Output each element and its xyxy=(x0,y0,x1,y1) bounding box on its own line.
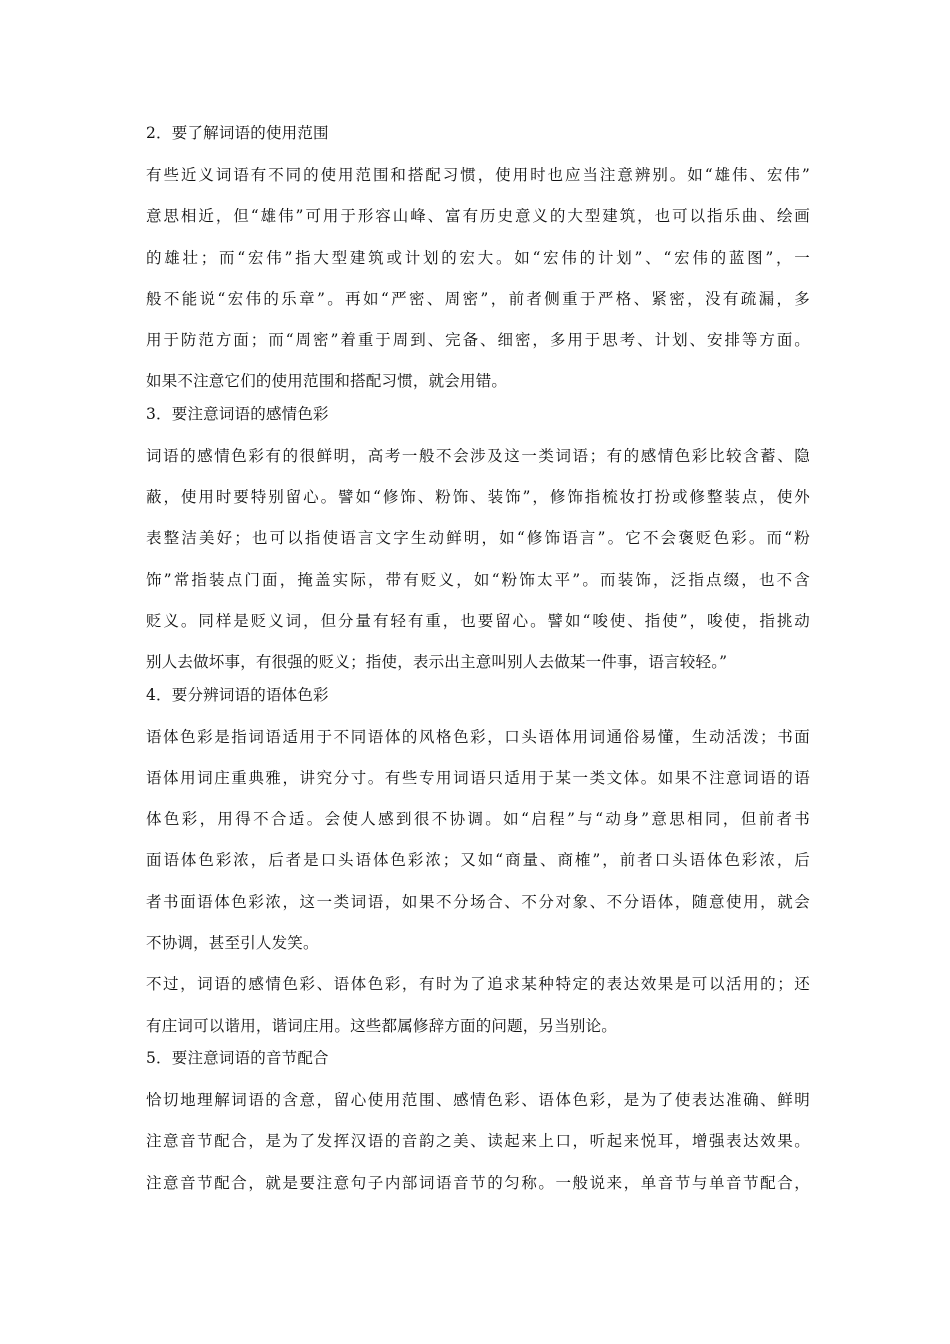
paragraph-line: 注意音节配合，是为了发挥汉语的音韵之美、读起来上口，听起来悦耳，增强表达效果。 xyxy=(146,1132,810,1151)
paragraph-line: 体色彩，用得不合适。会使人感到很不协调。如“启程”与“动身”意思相同，但前者书 xyxy=(146,810,810,829)
paragraph-line: 面语体色彩浓，后者是口头语体色彩浓；又如“商量、商榷”，前者口头语体色彩浓，后 xyxy=(146,851,810,870)
paragraph-line: 词语的感情色彩有的很鲜明，高考一般不会涉及这一类词语；有的感情色彩比较含蓄、隐 xyxy=(146,446,810,465)
paragraph-line: 般不能说“宏伟的乐章”。再如“严密、周密”，前者侧重于严格、紧密，没有疏漏，多 xyxy=(146,289,810,308)
paragraph-line: 贬义。同样是贬义词，但分量有轻有重，也要留心。譬如“唆使、指使”，唆使，指挑动 xyxy=(146,611,810,630)
paragraph-line: 者书面语体色彩浓，这一类词语，如果不分场合、不分对象、不分语体，随意使用，就会 xyxy=(146,892,810,911)
paragraph-line: 用于防范方面；而“周密”着重于周到、完备、细密，多用于思考、计划、安排等方面。 xyxy=(146,331,810,350)
paragraph-line: 饰”常指装点门面，掩盖实际，带有贬义，如“粉饰太平”。而装饰，泛指点缀，也不含 xyxy=(146,570,810,589)
paragraph-line: 恰切地理解词语的含意，留心使用范围、感情色彩、语体色彩，是为了使表达准确、鲜明 xyxy=(146,1090,810,1109)
section-3-heading: 3．要注意词语的感情色彩 xyxy=(146,404,329,423)
note-line: 不过，词语的感情色彩、语体色彩，有时为了追求某种特定的表达效果是可以活用的；还 xyxy=(146,975,810,994)
paragraph-line: 蔽，使用时要特别留心。譬如“修饰、粉饰、装饰”，修饰指梳妆打扮或修整装点，使外 xyxy=(146,488,810,507)
note-line: 有庄词可以谐用，谐词庄用。这些都属修辞方面的问题，另当别论。 xyxy=(146,1016,618,1035)
paragraph-line: 语体色彩是指词语适用于不同语体的风格色彩，口头语体用词通俗易懂，生动活泼；书面 xyxy=(146,727,810,746)
document-page xyxy=(146,121,810,1199)
paragraph-line: 不协调，甚至引人发笑。 xyxy=(146,934,319,953)
paragraph-line: 表整洁美好；也可以指使语言文字生动鲜明，如“修饰语言”。它不会褒贬色彩。而“粉 xyxy=(146,529,810,548)
paragraph-line: 语体用词庄重典雅，讲究分寸。有些专用词语只适用于某一类文体。如果不注意词语的语 xyxy=(146,768,810,787)
section-5-heading: 5．要注意词语的音节配合 xyxy=(146,1048,329,1067)
paragraph-line: 的雄壮；而“宏伟”指大型建筑或计划的宏大。如“宏伟的计划”、“宏伟的蓝图”，一 xyxy=(146,248,810,267)
paragraph-line: 如果不注意它们的使用范围和搭配习惯，就会用错。 xyxy=(146,372,508,391)
paragraph-line: 有些近义词语有不同的使用范围和搭配习惯，使用时也应当注意辨别。如“雄伟、宏伟” xyxy=(146,166,810,184)
section-2-heading: 2．要了解词语的使用范围 xyxy=(146,124,329,142)
paragraph-line: 意思相近，但“雄伟”可用于形容山峰、富有历史意义的大型建筑，也可以指乐曲、绘画 xyxy=(146,207,810,226)
section-4-heading: 4．要分辨词语的语体色彩 xyxy=(146,685,329,704)
paragraph-line: 注意音节配合，就是要注意句子内部词语音节的匀称。一般说来，单音节与单音节配合， xyxy=(146,1173,810,1192)
paragraph-line: 别人去做坏事，有很强的贬义；指使，表示出主意叫别人去做某一件事，语言较轻。” xyxy=(146,653,728,672)
